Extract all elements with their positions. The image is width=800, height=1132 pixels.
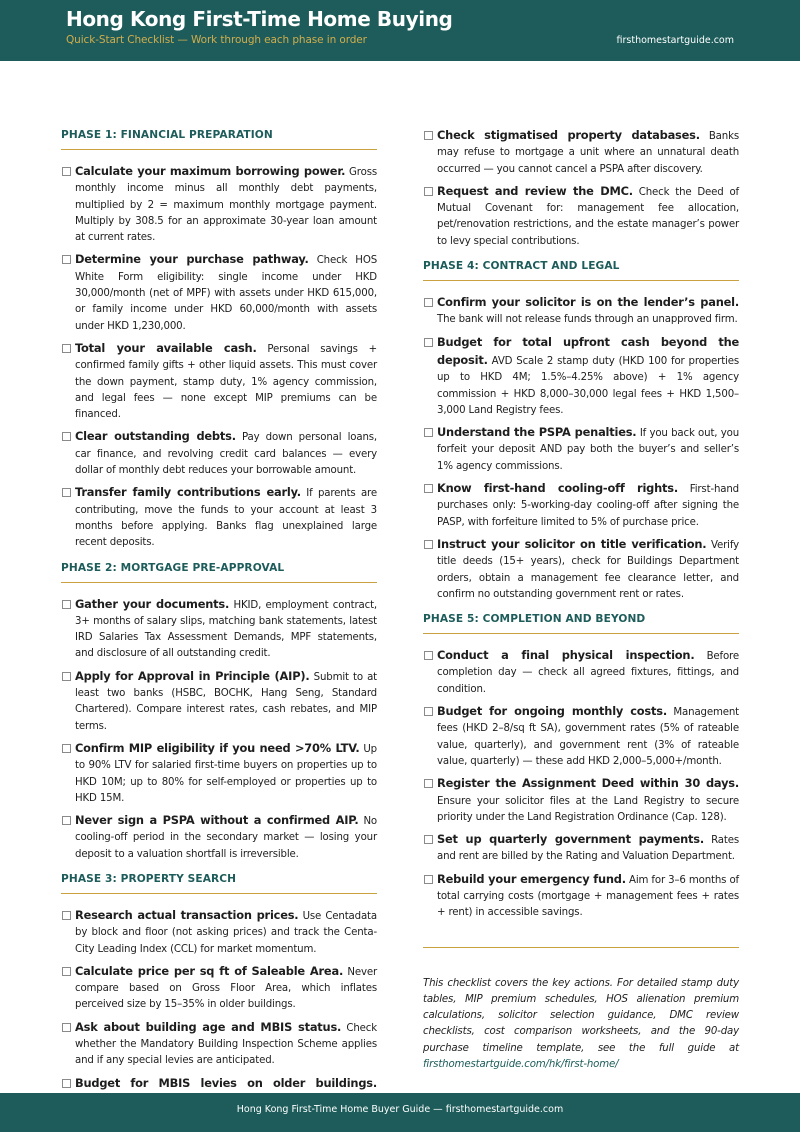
phase-1-section xyxy=(61,129,377,552)
phase-2-heading: PHASE 2: MORTGAGE PRE-APPROVAL xyxy=(61,562,377,583)
closing-note xyxy=(423,976,739,1074)
item-title: Rebuild your emergency fund. xyxy=(437,871,626,886)
checklist-item xyxy=(423,703,739,770)
item-text: Check HOS White Form eligibility: single income under HKD 30,000/month (net of MPF) with assets under HKD 615,000, or family income under HKD 60,000/month with assets under HKD 1,230,000. xyxy=(75,255,378,332)
checkbox-icon[interactable] xyxy=(424,651,433,660)
left-column xyxy=(61,129,377,1131)
item-title: Clear outstanding debts. xyxy=(75,429,236,444)
checkbox-icon[interactable] xyxy=(62,432,71,441)
checklist-item xyxy=(61,340,377,423)
item-title: Set up quarterly government payments. xyxy=(437,832,704,847)
item-title: Budget for ongoing monthly costs. xyxy=(437,704,667,719)
checkbox-icon[interactable] xyxy=(424,428,433,437)
checkbox-icon[interactable] xyxy=(62,488,71,497)
closing-divider xyxy=(423,947,739,948)
item-title: Budget for MBIS levies on older buildings. xyxy=(75,1075,377,1090)
checkbox-icon[interactable] xyxy=(424,835,433,844)
checkbox-icon[interactable] xyxy=(62,600,71,609)
checkbox-icon[interactable] xyxy=(424,875,433,884)
checklist-item xyxy=(423,183,739,250)
right-column xyxy=(423,127,739,1073)
phase-1-heading: PHASE 1: FINANCIAL PREPARATION xyxy=(61,129,377,150)
item-title: Understand the PSPA penalties. xyxy=(437,425,637,440)
item-title: Research actual transaction prices. xyxy=(75,907,299,922)
checkbox-icon[interactable] xyxy=(424,707,433,716)
checkbox-icon[interactable] xyxy=(62,911,71,920)
checklist-item xyxy=(61,428,377,479)
item-title: Transfer family contributions early. xyxy=(75,485,301,500)
checklist-item xyxy=(61,251,377,334)
checklist-item xyxy=(61,963,377,1014)
closing-text: This checklist covers the key actions. For detailed stamp duty tables, MIP premium schedules, HOS alienation premium calculations, solicitor selection guidance, DMC review checklists, cost comparison worksheets, and the 90-day purchase timeline template, see the full guide at xyxy=(423,977,739,1054)
checklist-item xyxy=(61,668,377,735)
item-text: No cooling-off period in the secondary market — losing your deposit to a valuation shortfall is irreversible. xyxy=(75,816,377,860)
checkbox-icon[interactable] xyxy=(62,344,71,353)
checklist-item xyxy=(423,127,739,178)
checklist-item xyxy=(423,424,739,475)
checklist-item xyxy=(423,647,739,698)
header-site-link[interactable]: firsthomestartguide.com xyxy=(616,35,734,46)
item-title: Budget for total upfront cash beyond the deposit. xyxy=(437,334,739,367)
checklist-item xyxy=(61,1019,377,1070)
checklist-item xyxy=(61,740,377,807)
item-text: Never compare based on Gross Floor Area, which inflates perceived size by 15–35% in older buildings. xyxy=(75,966,377,1011)
checklist-item xyxy=(423,334,739,419)
item-title: Calculate price per sq ft of Saleable Area. xyxy=(75,963,344,978)
phase-4-section xyxy=(423,260,739,603)
phase-5-heading: PHASE 5: COMPLETION AND BEYOND xyxy=(423,613,739,634)
phase-2-section xyxy=(61,562,377,863)
item-text: Verify title deeds (15+ years), check for Buildings Department orders, obtain a management fee clearance letter, and confirm no outstanding government rent or rates. xyxy=(437,539,739,600)
item-title: Confirm MIP eligibility if you need >70% LTV. xyxy=(75,740,360,755)
page-header xyxy=(0,0,800,61)
checkbox-icon[interactable] xyxy=(424,187,433,196)
item-title: Apply for Approval in Principle (AIP). xyxy=(75,668,310,683)
item-title: Conduct a final physical inspection. xyxy=(437,648,695,663)
checkbox-icon[interactable] xyxy=(62,167,71,176)
item-title: Request and review the DMC. xyxy=(437,183,633,198)
item-text: Submit to at least two banks (HSBC, BOCHK, Hang Seng, Standard Chartered). Compare interest rates, cash rebates, and MIP terms. xyxy=(75,671,378,732)
checklist-item xyxy=(61,907,377,958)
checklist-item xyxy=(423,480,739,531)
checklist-item xyxy=(61,484,377,551)
checklist-item xyxy=(61,812,377,863)
checkbox-icon[interactable] xyxy=(62,967,71,976)
item-title: Check stigmatised property databases. xyxy=(437,128,700,142)
item-text: Rates and rent are billed by the Rating and Valuation Department. xyxy=(437,835,739,863)
phase-3-heading: PHASE 3: PROPERTY SEARCH xyxy=(61,873,377,894)
item-title: Ask about building age and MBIS status. xyxy=(75,1019,342,1034)
item-title: Never sign a PSPA without a confirmed AIP. xyxy=(75,813,359,828)
item-text: HKID, employment contract, 3+ months of salary slips, matching bank statements, latest IRD Salaries Tax Assessment Demands, MPF statements, and disclosure of all outstanding credit. xyxy=(75,599,377,660)
checkbox-icon[interactable] xyxy=(424,298,433,307)
item-text: If you back out, you forfeit your deposit AND pay both the buyer’s and seller’s 1% agency commissions. xyxy=(437,428,739,472)
page-title: Hong Kong First-Time Home Buying xyxy=(66,7,453,31)
item-title: Gather your documents. xyxy=(75,596,230,611)
item-text: Gross monthly income minus all monthly debt payments, multiplied by 2 = maximum monthly mortgage payment. Multiply by 308.5 for an approximate 30-year loan amount at current rates. xyxy=(75,167,378,244)
checkbox-icon[interactable] xyxy=(424,540,433,549)
item-text: First-hand purchases only: 5-working-day cooling-off after signing the PASP, with forfeiture limited to 5% of purchase price. xyxy=(437,484,739,528)
phase-5-section xyxy=(423,613,739,921)
page-footer: Hong Kong First-Time Home Buyer Guide — firsthomestartguide.com xyxy=(0,1093,800,1132)
checklist-item xyxy=(423,536,739,603)
item-text: Use Centadata by block and floor (not asking prices) and track the Centa-City Leading Index (CCL) for market momentum. xyxy=(75,910,377,955)
guide-link[interactable]: firsthomestartguide.com/hk/first-home/ xyxy=(423,1059,619,1071)
page-subtitle: Quick-Start Checklist — Work through each phase in order xyxy=(66,34,367,46)
checklist-item xyxy=(423,775,739,826)
item-text: Pay down personal loans, car finance, and revolving credit card balances — every dollar of monthly debt reduces your borrowable amount. xyxy=(75,432,377,477)
checkbox-icon[interactable] xyxy=(62,672,71,681)
item-text: Check the Deed of Mutual Covenant for: management fee allocation, pet/renovation restrictions, and the estate manager’s power to levy special contributions. xyxy=(437,186,739,247)
item-title: Register the Assignment Deed within 30 days. xyxy=(437,776,739,791)
item-title: Determine your purchase pathway. xyxy=(75,252,309,267)
item-text: Management fees (HKD 2–8/sq ft SA), government rates (5% of rateable value, quarterly), and government rent (3% of rateable value, quarterly) — these add HKD 2,000–5,000+/month. xyxy=(437,707,740,767)
item-text: Banks may refuse to mortgage a unit where an unnatural death occurred — you cannot cancel a PSPA after discovery. xyxy=(437,131,739,175)
checklist-item xyxy=(423,831,739,866)
phase-4-heading: PHASE 4: CONTRACT AND LEGAL xyxy=(423,260,739,281)
item-text: The bank will not release funds through an unapproved firm. xyxy=(437,314,738,326)
checkbox-icon[interactable] xyxy=(424,131,433,140)
checkbox-icon[interactable] xyxy=(62,255,71,264)
checklist-item xyxy=(423,871,739,922)
item-title: Confirm your solicitor is on the lender’s panel. xyxy=(437,295,739,310)
item-text: If parents are contributing, move the funds to your account at least 3 months before applying. Banks flag unexplained large recent deposits. xyxy=(75,488,377,549)
item-title: Know first-hand cooling-off rights. xyxy=(437,481,678,496)
item-text: Up to 90% LTV for salaried first-time buyers on properties up to HKD 10M; up to 80% for self-employed or properties up to HKD 15M. xyxy=(75,743,377,804)
item-title: Total your available cash. xyxy=(75,340,257,355)
checkbox-icon[interactable] xyxy=(62,1023,71,1032)
checkbox-icon[interactable] xyxy=(62,744,71,753)
phase-3-continued xyxy=(423,127,739,250)
checklist-item xyxy=(423,294,739,329)
checkbox-icon[interactable] xyxy=(62,1079,71,1088)
item-text: Before completion day — check all agreed fixtures, fittings, and condition. xyxy=(437,651,739,695)
item-text: Personal savings + confirmed family gifts + other liquid assets. This must cover the down payment, stamp duty, 1% agency commission, and legal fees — none except MIP premiums can be financed. xyxy=(75,343,377,421)
phase-3-section xyxy=(61,873,377,1126)
checkbox-icon[interactable] xyxy=(424,484,433,493)
checkbox-icon[interactable] xyxy=(424,779,433,788)
checklist-item xyxy=(61,163,377,246)
item-title: Calculate your maximum borrowing power. xyxy=(75,164,346,178)
item-text: Ensure your solicitor files at the Land Registry to secure priority under the Land Registration Ordinance (Cap. 128). xyxy=(437,795,739,823)
checklist-item xyxy=(61,596,377,663)
item-title: Instruct your solicitor on title verification. xyxy=(437,536,707,551)
checkbox-icon[interactable] xyxy=(424,338,433,347)
item-text: Aim for 3–6 months of total carrying costs (mortgage + management fees + rates + rent) in accessible savings. xyxy=(437,874,739,919)
checkbox-icon[interactable] xyxy=(62,816,71,825)
item-text: AVD Scale 2 stamp duty (HKD 100 for properties up to HKD 4M; 1.5%–4.25% above) + 1% agency commission + HKD 8,000–30,000 legal fees + HKD 1,500–3,000 Land Registry fees. xyxy=(437,355,740,416)
item-text: Check whether the Mandatory Building Inspection Scheme applies and if any special levies are anticipated. xyxy=(75,1022,377,1067)
